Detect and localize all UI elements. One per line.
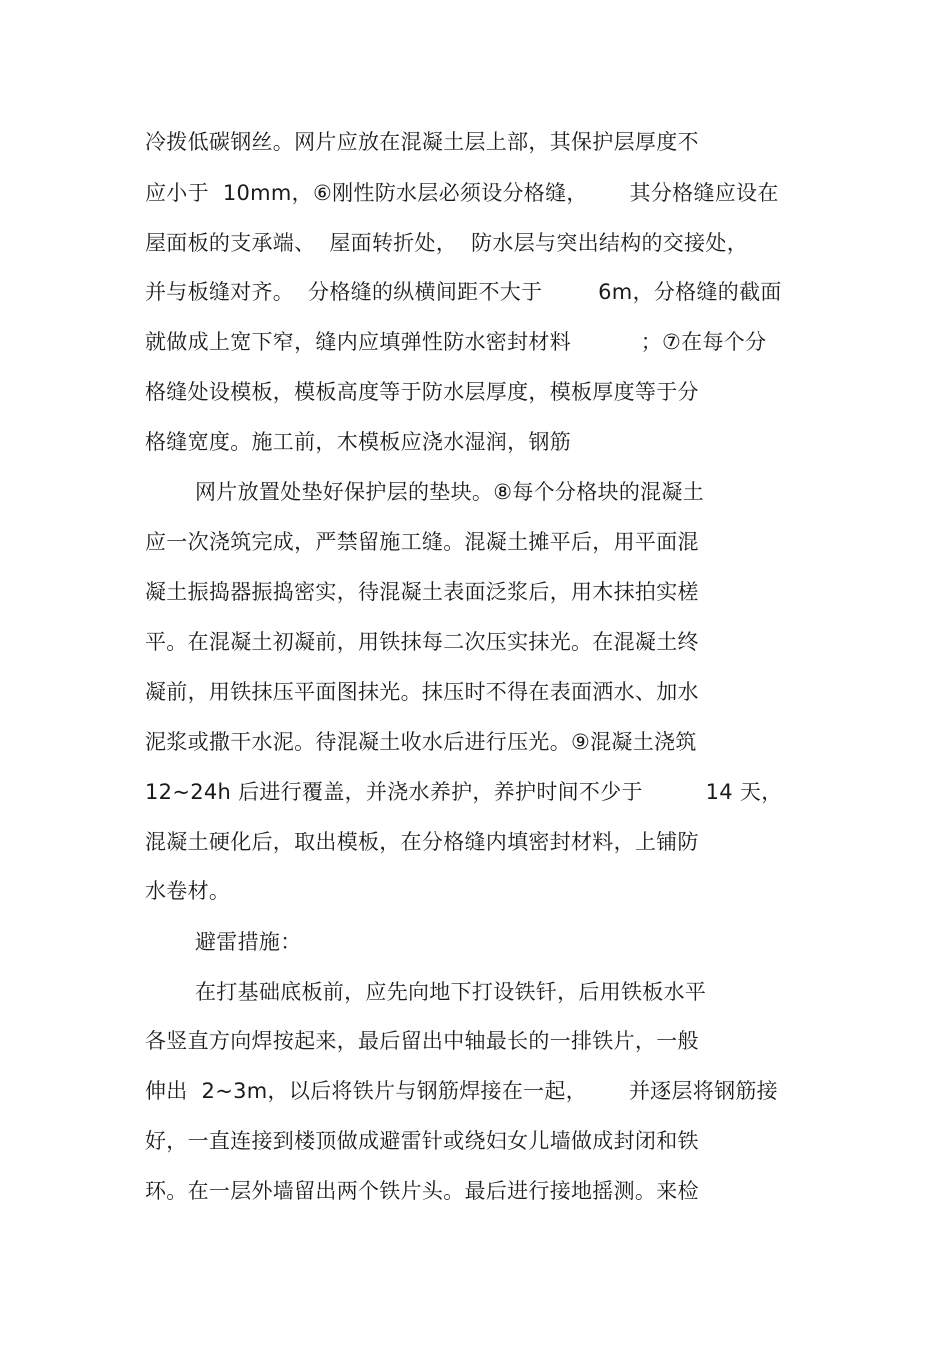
text-line: 格缝宽度。施工前，木模板应浇水湿润，钢筋: [145, 430, 571, 454]
text-line: 水卷材。: [145, 879, 231, 903]
text-line: 并与板缝对齐。 分格缝的纵横间距不大于 6m，分格缝的截面: [145, 280, 782, 304]
text-line: 环。在一层外墙留出两个铁片头。最后进行接地摇测。来检: [145, 1179, 699, 1203]
text-line: 伸出 2~3m，以后将铁片与钢筋焊接在一起， 并逐层将钢筋接: [145, 1079, 778, 1103]
paragraph-first-line: 网片放置处垫好保护层的垫块。⑧每个分格块的混凝土: [195, 480, 705, 504]
text-line: 就做成上宽下窄，缝内应填弹性防水密封材料 ；⑦在每个分: [145, 330, 767, 354]
text-line: 凝前，用铁抹压平面图抹光。抹压时不得在表面洒水、加水: [145, 680, 699, 704]
text-line: 平。在混凝土初凝前，用铁抹每二次压实抹光。在混凝土终: [145, 630, 699, 654]
text-line: 凝土振捣器振捣密实，待混凝土表面泛浆后，用木抹拍实槎: [145, 580, 699, 604]
text-line: 12~24h 后进行覆盖，并浇水养护，养护时间不少于 14 天，: [145, 780, 783, 804]
section-heading: 避雷措施：: [195, 930, 302, 954]
text-line: 各竖直方向焊按起来，最后留出中轴最长的一排铁片，一般: [145, 1029, 699, 1053]
text-line: 应小于 10mm，⑥刚性防水层必须设分格缝， 其分格缝应设在: [145, 181, 779, 205]
text-line: 应一次浇筑完成，严禁留施工缝。混凝土摊平后，用平面混: [145, 530, 699, 554]
text-line: 混凝土硬化后，取出模板，在分格缝内填密封材料，上铺防: [145, 830, 699, 854]
text-line: 好，一直连接到楼顶做成避雷针或绕妇女儿墙做成封闭和铁: [145, 1129, 699, 1153]
text-line: 屋面板的支承端、 屋面转折处， 防水层与突出结构的交接处，: [145, 231, 748, 255]
text-line: 格缝处设模板，模板高度等于防水层厚度，模板厚度等于分: [145, 380, 699, 404]
text-line: 泥浆或撒干水泥。待混凝土收水后进行压光。⑨混凝土浇筑: [145, 730, 697, 754]
text-line: 冷拨低碳钢丝。网片应放在混凝土层上部，其保护层厚度不: [145, 130, 699, 154]
paragraph-first-line: 在打基础底板前，应先向地下打设铁钎，后用铁板水平: [195, 980, 707, 1004]
